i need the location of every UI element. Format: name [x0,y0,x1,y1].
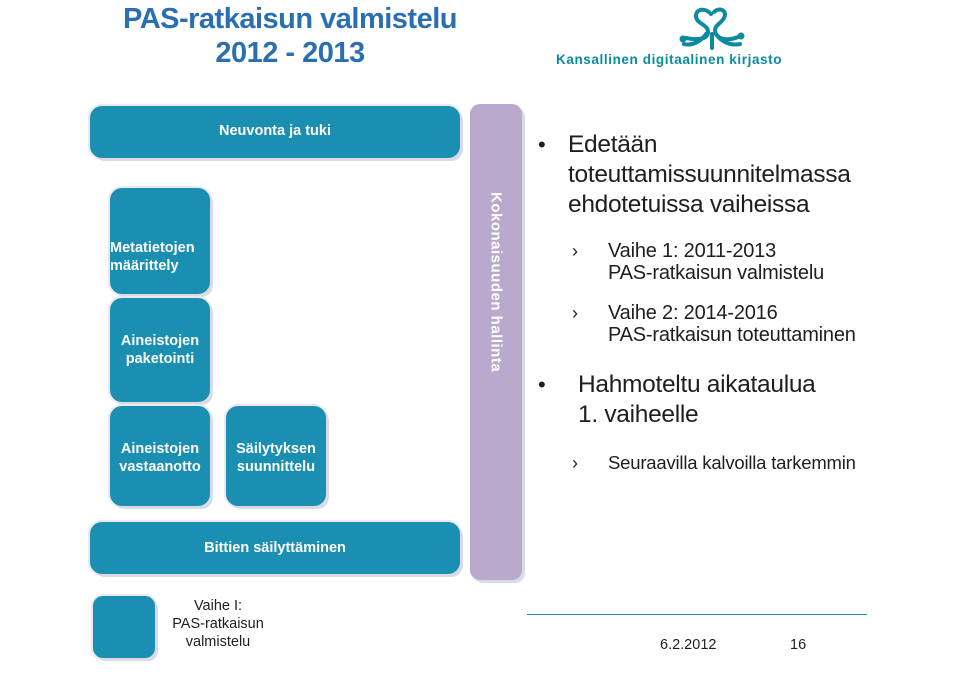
paketointi-box [110,298,210,402]
subbullet-seuraavilla [572,452,856,474]
logo-text: Kansallinen digitaalinen kirjasto [556,52,783,67]
vaihe1-line-2: PAS-ratkaisun valmistelu [608,262,825,284]
edetaan-line-1: Edetään [568,131,658,158]
kokonaisuus-label: Kokonaisuuden hallinta [487,191,505,373]
neuvonta-label: Neuvonta ja tuki [219,123,331,139]
kokonaisuus-label-wrap [470,104,522,580]
metatietojen-label-2: määrittely [110,258,179,274]
paketointi-label-2: paketointi [125,351,195,367]
arrow-glyph: › [572,303,578,323]
legend-text [158,597,278,651]
paketointi-label-1: Aineistojen [120,333,200,349]
bittien-label: Bittien säilyttäminen [204,540,346,556]
title-line-2: 2012 - 2013 [215,37,365,69]
vastaanotto-box [110,406,210,506]
hahmoteltu-line-1: Hahmoteltu aikataulua [578,371,816,398]
bittien-box [90,522,460,574]
bullet-dot: • [538,132,546,157]
bullet-edetaan [538,130,851,220]
arrow-glyph: › [572,241,578,261]
sailytys-label-1: Säilytyksen [236,441,316,457]
subbullet-vaihe2 [572,302,856,346]
vastaanotto-label-2: vastaanotto [119,459,201,475]
seuraavilla-text: Seuraavilla kalvoilla tarkemmin [608,452,856,473]
legend-line-2: PAS-ratkaisun [172,616,264,632]
legend-line-3: valmistelu [185,634,251,650]
metatietojen-box [110,188,210,294]
footer-page-number: 16 [790,637,807,653]
vaihe2-line-2: PAS-ratkaisun toteuttaminen [608,324,856,346]
neuvonta-box [90,106,460,158]
legend-line-1: Vaihe I: [193,598,243,614]
vaihe2-line-1: Vaihe 2: 2014-2016 [608,302,778,324]
edetaan-line-3: ehdotetuissa vaiheissa [568,191,810,218]
metatietojen-label-1: Metatietojen [110,240,195,256]
hahmoteltu-line-2: 1. vaiheelle [578,401,699,428]
sailytys-box [226,406,326,506]
subbullet-vaihe1 [572,240,825,284]
title-line-1: PAS-ratkaisun valmistelu [123,3,457,35]
bullet-dot: • [538,372,546,397]
vastaanotto-label-1: Aineistojen [120,441,200,457]
sailytys-label-2: suunnittelu [236,459,316,475]
arrow-glyph: › [572,453,578,473]
footer-date: 6.2.2012 [660,637,717,653]
footer-divider [527,614,867,615]
legend-swatch [93,596,155,658]
bullet-hahmoteltu [538,370,816,430]
slide-title [90,2,490,70]
edetaan-line-2: toteuttamissuunnitelmassa [568,161,851,188]
vaihe1-line-1: Vaihe 1: 2011-2013 [608,240,777,262]
